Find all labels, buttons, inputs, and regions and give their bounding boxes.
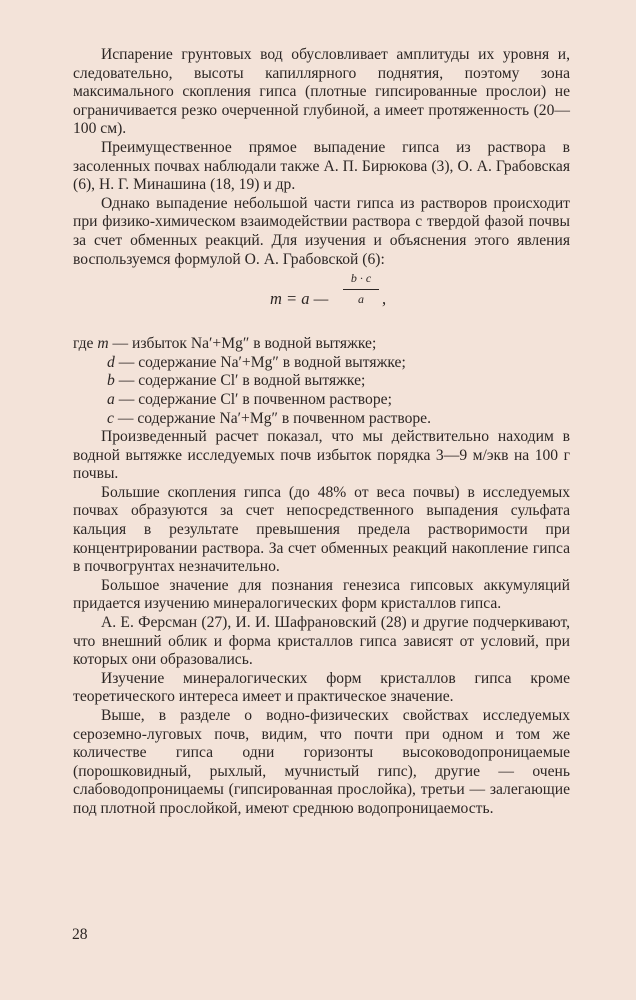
text-body [73,46,570,819]
definition-text: — содержание Na′+Mg″ в почвенном растворе. [113,409,431,427]
formula-numerator: b · c [343,271,379,290]
paragraph: Выше, в разделе о водно-физических свойствах исследуемых сероземно-луговых почв, видим, что почти при одном и том же количестве гипса одни горизонты высоководопроницаемые (порошковидный, рыхлый, мучнистый гипс), другие — очень слабоводопроницаемы (гипсированная прослойка), третьи — залегающие под плотной прослойкой, имеют среднюю водопроницаемость. [73,707,570,817]
definition-variable: d [107,353,115,371]
definition-text: — содержание Cl′ в почвенном растворе; [114,390,392,408]
formula [73,269,570,335]
definition-variable: c [107,409,114,427]
definition-item [73,372,570,391]
definition-item [73,410,570,429]
paragraph: Однако выпадение небольшой части гипса из растворов происходит при физико-химическом взаимодействии раствора с твердой фазой почвы за счет обменных реакций. Для изучения и объяснения этого явления воспользуемся формулой О. А. Грабовской (6): [73,194,570,268]
paragraph: Большое значение для познания генезиса гипсовых аккумуляций придается изучению минералогических форм кристаллов гипса. [73,576,570,613]
definition-item [73,391,570,410]
definition-item [73,335,570,354]
definition-variable: a [107,390,115,408]
definition-text: — содержание Na′+Mg″ в водной вытяжке; [114,353,406,371]
definitions-list [73,335,570,428]
formula-lhs: m = a — [270,289,329,309]
definition-variable: b [107,372,115,390]
formula-trail: , [382,289,387,309]
paragraph: А. Е. Ферсман (27), И. И. Шафрановский (28) и другие подчеркивают, что внешний облик и форма кристаллов гипса зависят от условий, при которых они образовались. [73,614,570,669]
definitions-intro: где [73,335,94,353]
paragraph: Изучение минералогических форм кристаллов гипса кроме теоретического интереса имеет и практическое значение. [73,669,570,706]
page-number: 28 [72,926,88,943]
definition-text: — содержание Cl′ в водной вытяжке; [114,372,366,390]
paragraph: Преимущественное прямое выпадение гипса из раствора в засоленных почвах наблюдали также А. П. Бирюкова (3), О. А. Грабовская (6), Н. Г. Минашина (18, 19) и др. [73,138,570,194]
formula-denominator: a [358,292,364,307]
paragraph: Произведенный расчет показал, что мы действительно находим в водной вытяжке исследуемых почв избыток порядка 3—9 м/экв на 100 г почвы. [73,428,570,483]
paragraph: Испарение грунтовых вод обусловливает амплитуды их уровня и, следовательно, высоты капиллярного поднятия, поэтому зона максимального скопления гипса (плотные гипсированные прослои) не ограничивается резко очерченной глубиной, а имеет протяженность (20—100 см). [73,46,570,138]
paragraph: Большие скопления гипса (до 48% от веса почвы) в исследуемых почвах образуются за счет непосредственного выпадения сульфата кальция в результате превышения предела растворимости при концентрировании раствора. За счет обменных реакций накопление гипса в почвогрунтах незначительно. [73,483,570,576]
definition-variable: m [97,335,109,353]
definition-text: — избыток Na′+Mg″ в водной вытяжке; [108,335,377,353]
definition-item [73,354,570,373]
formula-fraction [343,271,379,307]
